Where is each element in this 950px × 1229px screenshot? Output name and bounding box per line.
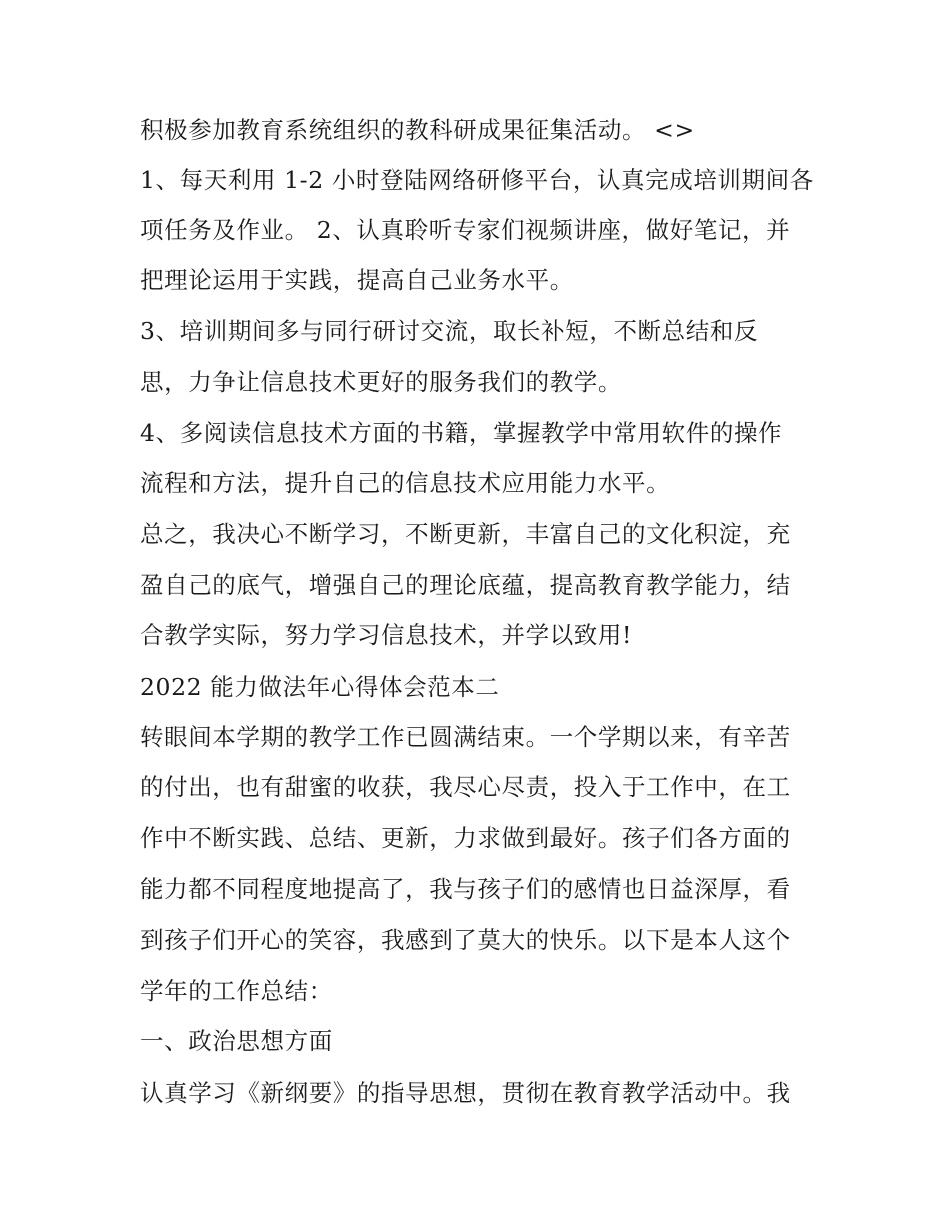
text-line: 项任务及作业。 2、认真聆听专家们视频讲座，做好笔记，并 xyxy=(140,216,791,244)
text-line: 积极参加教育系统组织的教科研成果征集活动。 <> xyxy=(140,116,695,144)
text-line: 学年的工作总结： xyxy=(140,977,333,1005)
text-line: 思，力争让信息技术更好的服务我们的教学。 xyxy=(140,368,622,396)
text-line: 3、培训期间多与同行研讨交流，取长补短，不断总结和反 xyxy=(140,317,759,345)
text-line: 4、多阅读信息技术方面的书籍，掌握教学中常用软件的操作 xyxy=(140,419,783,447)
text-line: 流程和方法，提升自己的信息技术应用能力水平。 xyxy=(140,469,671,497)
text-line: 总之，我决心不断学习，不断更新，丰富自己的文化积淀，充 xyxy=(140,520,791,548)
text-line: 盈自己的底气，增强自己的理论底蕴，提高教育教学能力，结 xyxy=(140,571,791,599)
section-heading: 一、政治思想方面 xyxy=(140,1027,333,1055)
text-line: 把理论运用于实践，提高自己业务水平。 xyxy=(140,266,574,294)
text-line: 合教学实际，努力学习信息技术，并学以致用! xyxy=(140,621,633,649)
text-line: 认真学习《新纲要》的指导思想，贯彻在教育教学活动中。我 xyxy=(140,1079,791,1107)
text-line: 转眼间本学期的教学工作已圆满结束。一个学期以来，有辛苦 xyxy=(140,723,791,751)
text-line: 能力都不同程度地提高了，我与孩子们的感情也日益深厚，看 xyxy=(140,875,791,903)
text-line: 的付出，也有甜蜜的收获，我尽心尽责，投入于工作中，在工 xyxy=(140,773,791,801)
text-line: 1、每天利用 1-2 小时登陆网络研修平台，认真完成培训期间各 xyxy=(140,166,814,194)
section-heading: 2022 能力做法年心得体会范本二 xyxy=(140,673,500,701)
text-line: 到孩子们开心的笑容，我感到了莫大的快乐。以下是本人这个 xyxy=(140,926,791,954)
text-line: 作中不断实践、总结、更新，力求做到最好。孩子们各方面的 xyxy=(140,824,791,852)
